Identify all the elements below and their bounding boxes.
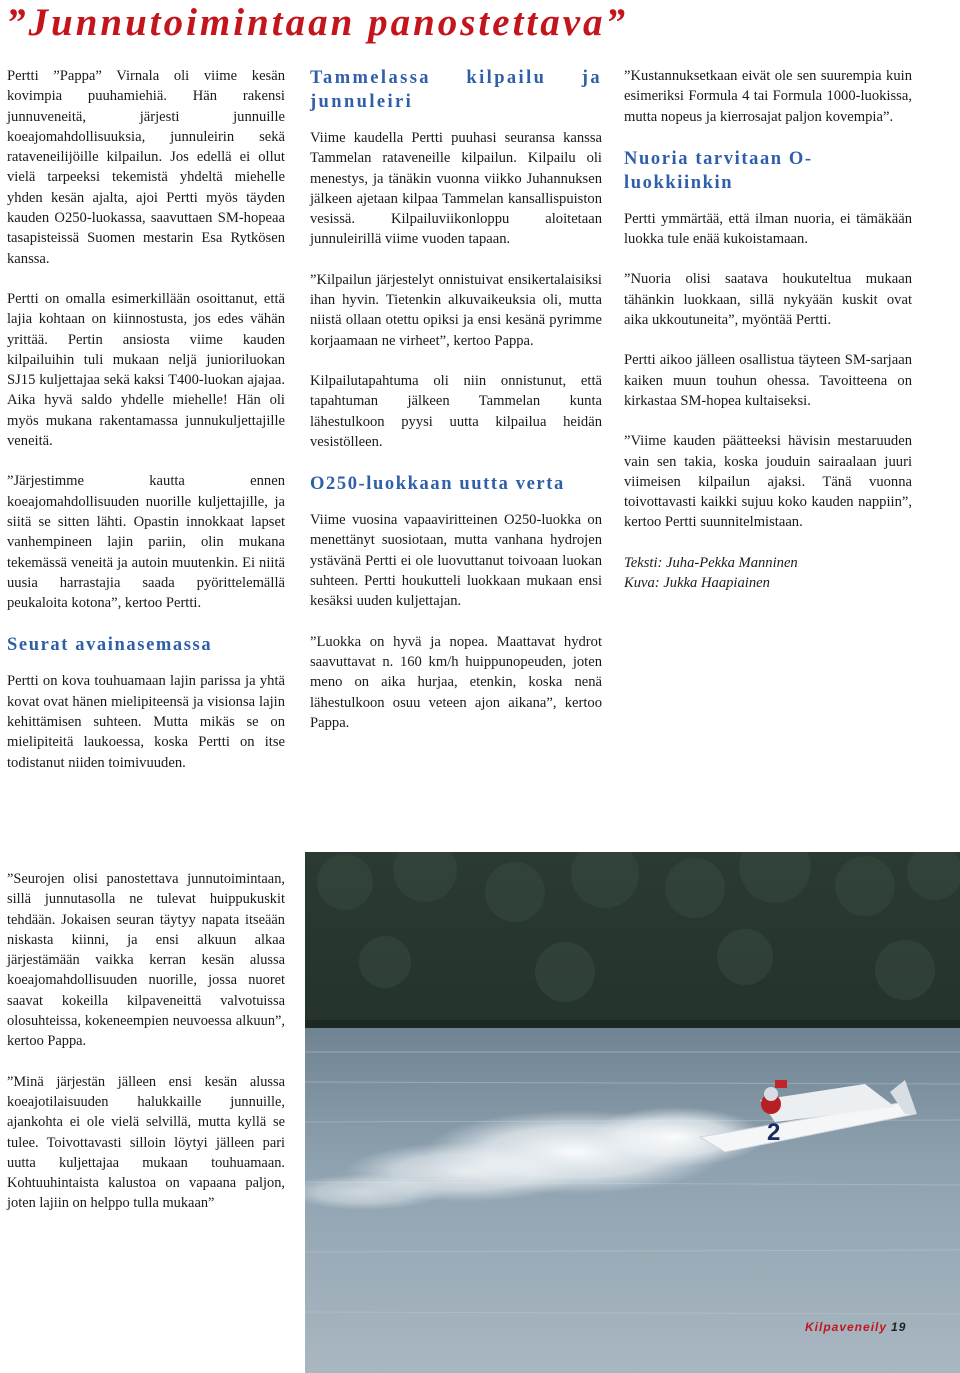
paragraph: ”Nuoria olisi saatava houkuteltua mukaan tähänkin luokkaan, sillä nykyään kuskit ovat aika ukkoutuneita”, myöntää Pertti. [624,271,912,329]
paragraph: Pertti ymmärtää, että ilman nuoria, ei tämäkään luokka tule enää kukoistamaan. [624,210,912,248]
page-footer [805,1320,925,1334]
paragraph: ”Minä järjestän jälleen ensi kesän alussa koeajotilaisuuden halukkaille junnuille, ajankohta ei ole vielä selvillä, mutta kyllä se tulee. Toivottavasti silloin löytyi jälleen pari uutta kuljettajaa mukaan touhuamaan. Kohtuuhintaista kalustoa on vapaana paljon, joten lajiin on helppo tulla mukaan” [7,1073,285,1212]
paragraph: ”Kustannuksetkaan eivät ole sen suurempia kuin esimeriksi Formula 4 tai Formula 1000-luokissa, mutta nopeus ja kierrosajat paljon kovempia”. [624,68,912,125]
credit-photo: Kuva: Jukka Haapiainen [624,575,770,592]
column-2 [310,66,602,733]
boat-number: 2 [767,1119,781,1146]
subheading-tammelassa: Tammelassa kilpailu ja junnuleiri [310,68,602,112]
race-boat-photo [305,852,960,1373]
credit-text: Teksti: Juha-Pekka Manninen [624,554,798,571]
paragraph: Pertti on omalla esimerkillään osoittanut, että lajia kohtaan on kiinnostusta, jos edes vähän yrittää. Pertin ansiosta viime kauden kilpailuihin tuli mukaan neljä junioriluokan SJ15 kuljettajaa sekä kaksi T400-luokan ajajaa. Aika hyvä saldo yhdelle miehelle! Hän oli myös mukana rakentamassa junnukuljettajille veneitä. [7,290,285,450]
paragraph: ”Seurojen olisi panostettava junnutoimintaan, sillä junnutasolla ne tulevat huippukuskit tehdään. Jokaisen seuran täytyy napata itseään niskasta kiinni, ja ensi alkuun alkaa järjestämään vaikka kerran kesän alussa koeajomahdollisuuden nuorille, jossa nuoret saavat kokeilla kilpaveneittä valvotuissa olosuhteissa, kokeneempien neuvoessa alkuun”, kertoo Pappa. [7,871,285,1050]
paragraph: Kilpailutapahtuma oli niin onnistunut, että tapahtuman jälkeen Tammelan kunta lähestulkoon pyysi uutta kilpailua heidän vesistölleen. [310,372,602,450]
column-1 [7,66,285,773]
paragraph: ”Järjestimme kautta ennen koeajomahdollisuuden nuorille kuljettajille, ja siitä se sitten lähti. Opastin innokkaat lapset vanhempineen lajin pariin, olin mukana tekemässä veneitä ja autoin muutenkin. Ei niitä uusia harrastajia saada pyörittelemällä peukaloita kotona”, kertoo Pertti. [7,473,285,612]
paragraph: Pertti aikoo jälleen osallistua täyteen SM-sarjaan kaiken muun touhun ohessa. Tavoitteena on kirkastaa SM-hopea kultaiseksi. [624,352,912,409]
paragraph: Viime vuosina vapaaviritteinen O250-luokka on menettänyt suosiotaan, mutta vanhana hydrojen ystävänä Pertti ei ole luovuttanut toivoaan luokan suhteen. Pertti houkutteli luokkaan mukaan ensi kesäksi uuden kuljettajan. [310,512,602,610]
column-3 [624,66,912,593]
subheading-o250: O250-luokkaan uutta verta [310,474,565,495]
paragraph: ”Viime kauden päätteeksi hävisin mestaruuden vain sen takia, koska jouduin sairaalaan juuri viimeisen kilpailun ajaksi. Tänä vuonna toivottavasti kaikki sujuu koko kauden nappiin”, kertoo Pertti suunnitelmistaan. [624,433,912,531]
credits [624,553,912,594]
page-number: 19 [891,1320,907,1334]
subheading-nuoria: Nuoria tarvitaan O-luokkiinkin [624,148,813,193]
paragraph: Pertti on kova touhuamaan lajin parissa ja yhtä kovat ovat hänen mielipiteensä ja visionsa lajin kehittämisen suhteen. Mutta mikäs se on mielipiteitä laukoessa, koska Pertti on itse todistanut niiden toimivuuden. [7,673,285,771]
magazine-name: Kilpaveneily [805,1320,888,1334]
paragraph: Pertti ”Pappa” Virnala oli viime kesän kovimpia puuhamiehiä. Hän rakensi junnuveneitä, järjesti junnuille koeajomahdollisuuksia, junnuleirin sekä rataveneilijöille kilpailun. Jos edellä ei ollut vielä tarpeeksi tekemistä yhdeltä miehelle yhden kesän ajalta, ajoi Pertti myös täyden kauden O250-luokassa, saavuttaen SM-hopeaa tasapisteissä Suomen mestarin Esa Rytkösen kanssa. [7,68,285,267]
paragraph: ”Luokka on hyvä ja nopea. Maattavat hydrot saavuttavat n. 160 km/h huippunopeuden, joten meno on aika hurjaa, etenkin, koska nenä lähestulkoon osuu veteen ajon aikana”, kertoo Pappa. [310,633,602,731]
subheading-seurat: Seurat avainasemassa [7,635,213,656]
photo-illustration [305,852,960,1373]
paragraph: Viime kaudella Pertti puuhasi seuransa kanssa Tammelan rataveneille kilpailun. Kilpailu oli menestys, ja tänäkin vuonna viikko Juhannuksen jälkeen ajetaan kilpaa Tammelan kansallispuiston vesissä. Kilpailuviikonloppu aloitetaan junnuleirillä viime vuoden tapaan. [310,130,602,248]
paragraph: ”Kilpailun järjestelyt onnistuivat ensikertalaisiksi ihan hyvin. Tietenkin alkuvaikeuksia oli, mutta niistä ollaan otettu opiksi ja ensi kesänä pyrimme korjaamaan ne virheet”, kertoo Pappa. [310,271,602,349]
headline: ”Junnutoimintaan panostettava” [6,1,629,44]
column-1-bottom [7,869,285,1214]
